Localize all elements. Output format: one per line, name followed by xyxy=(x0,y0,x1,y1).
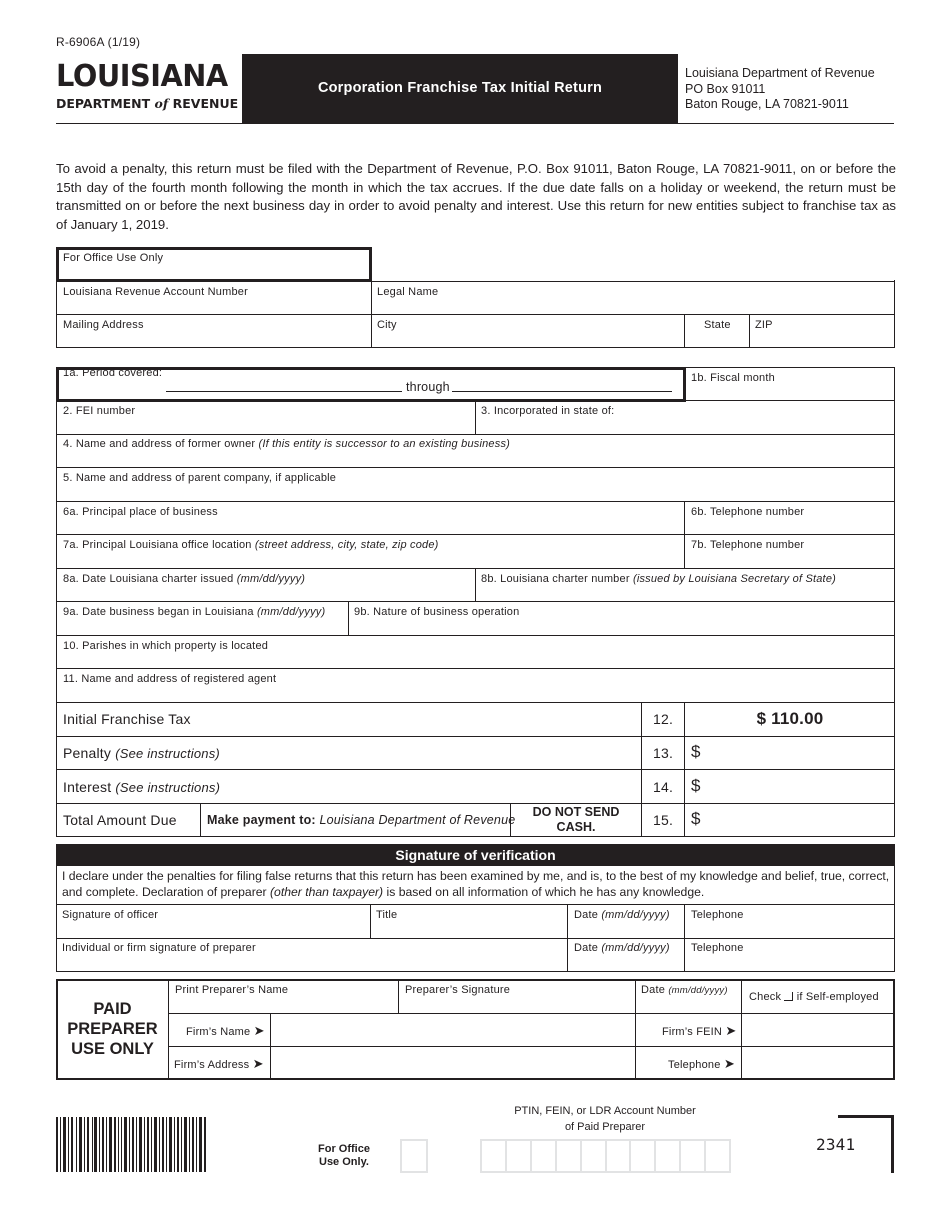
ptin-digit-box xyxy=(482,1141,507,1171)
office-use-footer-2: Use Only. xyxy=(319,1156,369,1168)
ldr-address xyxy=(685,66,875,113)
line-4-text: 4. Name and address of former owner xyxy=(63,438,256,450)
line-4-note: (If this entity is successor to an existing business) xyxy=(258,438,511,450)
total-div-1 xyxy=(200,803,201,837)
line-7b-label: 7b. Telephone number xyxy=(691,539,805,551)
ptin-label xyxy=(480,1103,730,1135)
line-8b-note: (issued by Louisiana Secretary of State) xyxy=(632,573,836,585)
signature-header: Signature of verification xyxy=(56,844,895,866)
print-preparer-name-label: Print Preparer’s Name xyxy=(175,984,289,996)
pp-div-heading xyxy=(168,979,169,1080)
line-7a-note: (street address, city, state, zip code) xyxy=(254,539,439,551)
logo-of-word: of xyxy=(154,96,169,111)
pp-heading-1: PAID xyxy=(93,1000,132,1018)
address-line-2: PO Box 91011 xyxy=(685,81,766,96)
paid-preparer-heading xyxy=(57,999,168,1059)
intro-paragraph: To avoid a penalty, this return must be filed with the Department of Revenue, P.O. Box 91011, Baton Rouge, LA 70821-9011, on or before the 15th day of the fourth month following the month in which the tax accrues. If the due date falls on a holiday or weekend, the return must be transmitted on or before the next business day in order to avoid penalty and interest. Use this return for new entities subject to franchise tax as of January 1, 2019. xyxy=(56,161,896,232)
make-payment-bold: Make payment to: xyxy=(207,813,316,827)
logo-revenue-word: REVENUE xyxy=(172,96,239,111)
div-2-3 xyxy=(475,401,476,434)
self-employed-text: if Self-employed xyxy=(796,991,879,1003)
taxpayer-div-2 xyxy=(684,314,685,348)
interest-note: (See instructions) xyxy=(115,780,221,795)
barcode xyxy=(56,1117,206,1172)
line-13-num: 13. xyxy=(653,745,674,761)
line-5-label: 5. Name and address of parent company, if applicable xyxy=(63,472,337,484)
line-8b-label xyxy=(481,573,836,585)
pp-div-firm xyxy=(270,1013,271,1080)
line-8a-note: (mm/dd/yyyy) xyxy=(236,573,306,585)
pp-date-format: (mm/dd/yyyy) xyxy=(668,985,728,996)
address-line-1: Louisiana Department of Revenue xyxy=(685,66,875,80)
line-11-label: 11. Name and address of registered agent xyxy=(63,673,277,685)
city-label: City xyxy=(377,319,397,331)
preparer-date-label xyxy=(574,942,670,954)
rule-after-1b xyxy=(686,400,895,401)
form-id: R-6906A (1/19) xyxy=(56,35,141,49)
preparer-date-format: (mm/dd/yyyy) xyxy=(601,942,670,954)
firm-telephone-text: Telephone xyxy=(668,1059,721,1071)
form-title: Corporation Franchise Tax Initial Return xyxy=(317,80,603,96)
rule-after-13 xyxy=(56,769,895,770)
rule-after-10 xyxy=(56,668,895,669)
sig-div-phone xyxy=(684,904,685,972)
line-8a-text: 8a. Date Louisiana charter issued xyxy=(63,573,234,585)
sig-div-title xyxy=(370,904,371,938)
ptin-digit-box xyxy=(656,1141,681,1171)
line-1a-label: 1a. Period covered: xyxy=(63,367,163,379)
total-due-label: Total Amount Due xyxy=(63,812,177,828)
amount-num-left xyxy=(641,702,642,837)
preparer-telephone-label: Telephone xyxy=(691,942,744,954)
line-10-label: 10. Parishes in which property is located xyxy=(63,640,269,652)
firm-fein-label xyxy=(662,1023,736,1039)
initial-tax-amount: $ 110.00 xyxy=(756,709,824,728)
penalty-dollar[interactable]: $ xyxy=(691,742,701,761)
penalty-text: Penalty xyxy=(63,745,112,761)
logo-state: LOUISIANA xyxy=(56,59,228,94)
ptin-digit-box xyxy=(532,1141,557,1171)
officer-title-label: Title xyxy=(376,909,398,921)
pp-div-date xyxy=(635,979,636,1080)
div-8 xyxy=(475,568,476,601)
office-use-footer-box xyxy=(400,1139,428,1173)
pp-heading-3: USE ONLY xyxy=(71,1040,154,1058)
arrow-right-icon: ➤ xyxy=(723,1056,735,1071)
taxpayer-div-1 xyxy=(371,281,372,348)
preparer-date-text: Date xyxy=(574,942,599,954)
line-7a-label xyxy=(63,539,439,551)
period-end-input[interactable] xyxy=(452,391,672,392)
pp-date-text: Date xyxy=(641,984,666,996)
period-start-input[interactable] xyxy=(166,391,402,392)
legal-name-label: Legal Name xyxy=(377,286,439,298)
ptin-digit-box xyxy=(681,1141,706,1171)
arrow-right-icon: ➤ xyxy=(252,1056,264,1071)
penalty-note: (See instructions) xyxy=(115,746,220,761)
line-9a-label xyxy=(63,606,325,618)
ptin-label-1: PTIN, FEIN, or LDR Account Number xyxy=(514,1105,696,1117)
interest-dollar[interactable]: $ xyxy=(691,776,701,795)
ptin-digit-box xyxy=(582,1141,607,1171)
arrow-right-icon: ➤ xyxy=(253,1023,265,1038)
logo-dept-word: DEPARTMENT xyxy=(56,96,151,111)
firm-fein-text: Firm’s FEIN xyxy=(662,1026,723,1038)
pp-div-check xyxy=(741,979,742,1080)
officer-date-label xyxy=(574,909,670,921)
taxpayer-top-line xyxy=(372,281,895,282)
officer-date-text: Date xyxy=(574,909,599,921)
declaration-part-a: I declare under the penalties for filing false returns that this return has been examined by me, and is, to the best of my knowledge and belief, true, correct, and complete. Declaration of preparer xyxy=(62,869,890,899)
ptin-digit-box xyxy=(557,1141,582,1171)
line-9a-note: (mm/dd/yyyy) xyxy=(256,606,326,618)
line-8b-text: 8b. Louisiana charter number xyxy=(481,573,630,585)
line-6a-label: 6a. Principal place of business xyxy=(63,506,218,518)
mailing-address-label: Mailing Address xyxy=(63,319,144,331)
sig-rule-1 xyxy=(56,904,895,905)
ptin-digit-box xyxy=(507,1141,532,1171)
officer-signature-label: Signature of officer xyxy=(62,909,159,921)
do-not-send-cash xyxy=(511,805,641,835)
pp-div-sig xyxy=(398,979,399,1013)
line-14-num: 14. xyxy=(653,779,674,795)
pp-date-label xyxy=(641,984,728,996)
office-use-footer-1: For Office xyxy=(318,1143,370,1155)
div-6-7 xyxy=(684,501,685,568)
ptin-input[interactable] xyxy=(480,1139,731,1173)
ptin-label-2: of Paid Preparer xyxy=(564,1121,646,1133)
ptin-digit-box xyxy=(631,1141,656,1171)
firm-address-label xyxy=(174,1056,264,1072)
line-6b-label: 6b. Telephone number xyxy=(691,506,805,518)
through-label: through xyxy=(406,380,450,394)
form-code: 2341 xyxy=(816,1135,856,1154)
sig-div-date xyxy=(567,904,568,972)
self-employed-check[interactable] xyxy=(749,991,879,1003)
rule-after-9 xyxy=(56,635,895,636)
declaration-italic: (other than taxpayer) xyxy=(269,885,384,899)
sig-rule-2 xyxy=(56,938,895,939)
line-8a-label xyxy=(63,573,305,585)
self-employed-check-word: Check xyxy=(749,991,782,1003)
line-2-label: 2. FEI number xyxy=(63,405,136,417)
line-4-label xyxy=(63,438,510,450)
self-employed-checkbox[interactable] xyxy=(784,992,793,1001)
rule-after-14 xyxy=(56,803,895,804)
do-not-send-line-2: CASH. xyxy=(556,820,596,834)
rule-after-4 xyxy=(56,467,895,468)
office-use-label: For Office Use Only xyxy=(63,252,164,264)
line-15-num: 15. xyxy=(653,812,674,828)
firm-name-text: Firm’s Name xyxy=(186,1026,251,1038)
logo-department xyxy=(56,96,239,112)
pp-rule-1 xyxy=(168,1013,895,1014)
line-9a-text: 9a. Date business began in Louisiana xyxy=(63,606,254,618)
state-label: State xyxy=(704,319,731,331)
corner-mark xyxy=(838,1115,894,1173)
rule-after-12 xyxy=(56,736,895,737)
interest-label xyxy=(63,779,220,795)
firm-telephone-label xyxy=(668,1056,735,1072)
barcode-graphic xyxy=(56,1117,206,1172)
ptin-digit-box xyxy=(706,1141,729,1171)
arrow-right-icon: ➤ xyxy=(725,1023,737,1038)
zip-label: ZIP xyxy=(755,319,773,331)
logo-underline xyxy=(56,123,242,124)
taxpayer-div-3 xyxy=(749,314,750,348)
line-12-num: 12. xyxy=(653,711,674,727)
taxpayer-mid-line xyxy=(56,314,895,315)
officer-date-format: (mm/dd/yyyy) xyxy=(601,909,670,921)
preparer-signature-label: Individual or firm signature of preparer xyxy=(62,942,256,954)
rule-after-8 xyxy=(56,601,895,602)
account-number-label: Louisiana Revenue Account Number xyxy=(63,286,248,298)
line-1b-label: 1b. Fiscal month xyxy=(691,372,775,384)
pp-rule-2 xyxy=(168,1046,895,1047)
office-use-footer xyxy=(318,1143,370,1169)
firm-name-label xyxy=(186,1023,265,1039)
do-not-send-line-1: DO NOT SEND xyxy=(532,805,620,819)
rule-after-6 xyxy=(56,534,895,535)
interest-text: Interest xyxy=(63,779,112,795)
line-3-label: 3. Incorporated in state of: xyxy=(481,405,615,417)
ptin-digit-box xyxy=(607,1141,632,1171)
address-underline xyxy=(678,123,894,124)
ldr-logo xyxy=(56,59,239,112)
declaration-part-b: is based on all information of which he has any knowledge. xyxy=(383,885,705,899)
rule-after-2 xyxy=(56,434,895,435)
line-9b-label: 9b. Nature of business operation xyxy=(354,606,520,618)
firm-address-text: Firm’s Address xyxy=(174,1059,250,1071)
div-9 xyxy=(348,601,349,635)
declaration-text xyxy=(62,868,892,900)
line-7a-text: 7a. Principal Louisiana office location xyxy=(63,539,252,551)
total-dollar[interactable]: $ xyxy=(691,809,701,828)
preparer-signature-field-label: Preparer’s Signature xyxy=(405,984,511,996)
rule-after-5 xyxy=(56,501,895,502)
pp-heading-2: PREPARER xyxy=(67,1020,158,1038)
make-payment-to xyxy=(207,813,515,827)
initial-tax-label: Initial Franchise Tax xyxy=(63,711,191,727)
penalty-label xyxy=(63,745,220,761)
address-line-3: Baton Rouge, LA 70821-9011 xyxy=(685,97,849,111)
title-band xyxy=(242,54,678,124)
make-payment-payee: Louisiana Department of Revenue xyxy=(319,813,516,827)
officer-telephone-label: Telephone xyxy=(691,909,744,921)
